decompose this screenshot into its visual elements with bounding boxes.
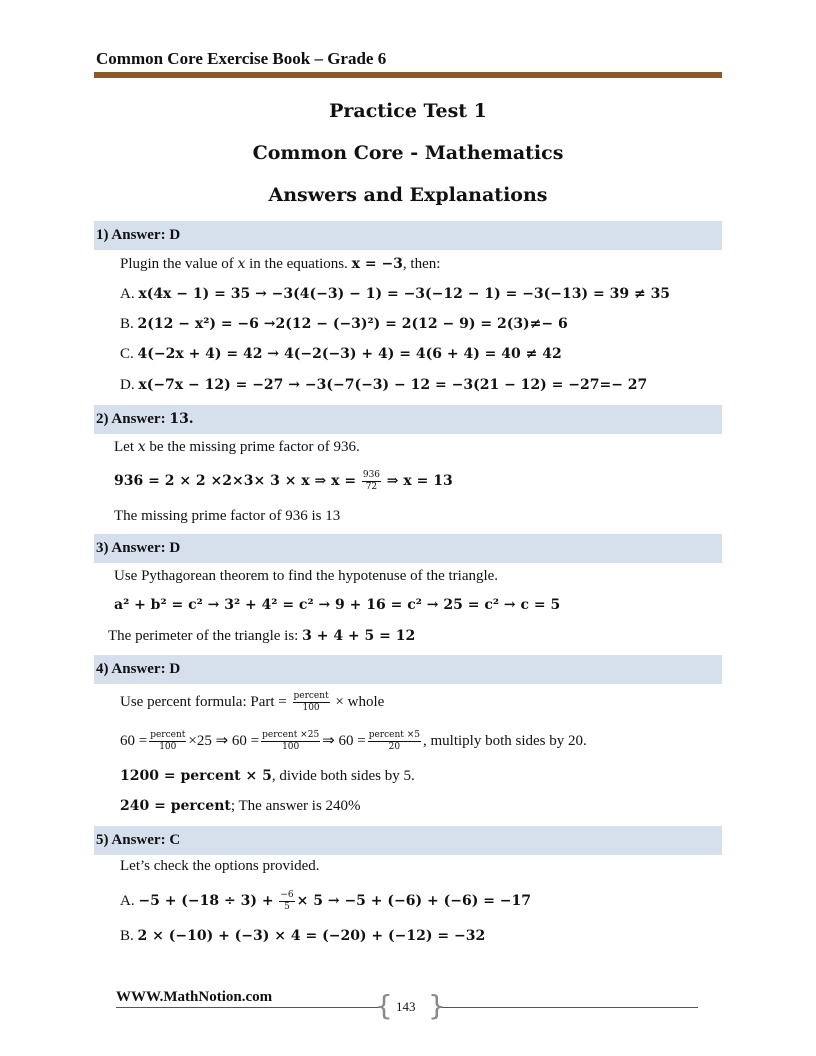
right-brace-icon: } [428,989,446,1022]
q1-option-b-eq: 2(12 − x²) = −6 →2(12 − (−3)²) = 2(12 − 9) = 2(3)≠− 6 [137,316,568,332]
footer-rule-left [116,1007,380,1008]
option-label: B. [120,928,134,944]
q2-let-text: Let [114,439,138,455]
q2-equation [114,468,453,494]
option-label: A. [120,893,135,909]
answer-heading-4: 4) Answer: D [94,655,722,684]
fraction-numerator: percent ×5 [368,730,421,741]
fraction-numerator: 936 [362,470,381,481]
q4-step-1-a: 60 = [120,733,148,749]
q4-step-1-frac-2 [261,730,320,753]
q1-intro-var: x [237,256,246,272]
q4-step-3-eq: 240 = percent [120,798,231,814]
q4-step-1-d: , multiply both sides by 20. [423,733,587,749]
q3-intro: Use Pythagorean theorem to find the hypotenuse of the triangle. [114,568,499,584]
q1-intro-text: Plugin the value of [120,256,238,272]
q4-step-1 [120,727,587,755]
option-label: A. [120,286,135,302]
q5-option-a-fraction [279,890,294,913]
answer-heading-1: 1) Answer: D [94,221,722,250]
section-title: Answers and Explanations [268,184,548,206]
page-title: Practice Test 1 [329,100,487,122]
header-title: Common Core Exercise Book – Grade 6 [96,49,387,68]
q4-step-1-b: ×25 ⇒ 60 = [188,733,260,749]
q1-intro-text-3: , then: [402,256,441,272]
q3-perimeter [108,626,415,646]
q4-step-2-text: , divide both sides by 5. [271,768,415,784]
answer-heading-3: 3) Answer: D [94,534,722,563]
q5-option-b-eq: 2 × (−10) + (−3) × 4 = (−20) + (−12) = −32 [137,928,486,944]
q1-option-b [120,314,568,334]
fraction-numerator: percent [293,691,329,702]
fraction-denominator: 100 [282,742,300,753]
q1-intro-text-2: in the equations. [245,256,352,272]
header-rule [94,72,722,78]
q4-step-1-frac-3 [368,730,421,753]
q4-step-1-c: ⇒ 60 = [322,733,366,749]
q2-let-var: x [137,439,146,455]
q4-step-1-frac-1 [149,730,186,753]
q1-option-a-eq: x(4x − 1) = 35 → −3(4(−3) − 1) = −3(−12 − 1) = −3(−13) = 39 ≠ 35 [138,286,671,302]
footer-rule-right [440,1007,698,1008]
option-label: D. [120,377,135,393]
q4-step-2-eq: 1200 = percent × 5 [120,768,272,784]
fraction-denominator: 20 [388,742,401,753]
fraction-numerator: percent ×25 [262,730,320,741]
q1-intro-eq: x = −3 [351,256,403,272]
q5-option-a-eq-2: × 5 → −5 + (−6) + (−6) = −17 [296,893,532,909]
q2-eq-left: 936 = 2 × 2 ×2×3× 3 × x ⇒ x = [114,473,357,489]
fraction-denominator: 100 [302,703,320,714]
q3-perimeter-text: The perimeter of the triangle is: [108,628,303,644]
q1-option-c [120,344,562,364]
q1-option-d [120,375,647,395]
q1-option-c-eq: 4(−2x + 4) = 42 → 4(−2(−3) + 4) = 4(6 + 4) = 40 ≠ 42 [137,346,562,362]
q5-option-a [120,887,531,915]
answer-heading-2-value: 13. [169,411,194,427]
q3-eq: a² + b² = c² → 3² + 4² = c² → 9 + 16 = c² → 25 = c² → c = 5 [114,597,561,613]
q1-option-d-eq: x(−7x − 12) = −27 → −3(−7(−3) − 12 = −3(21 − 12) = −27=− 27 [138,377,648,393]
q3-equation [114,595,560,615]
fraction-denominator: 72 [365,482,378,493]
q4-formula-text: Use percent formula: Part = [120,694,287,710]
q5-option-a-eq-1: −5 + (−18 ÷ 3) + [138,893,274,909]
fraction-denominator: 5 [284,902,290,913]
q2-eq-right: ⇒ x = 13 [386,473,453,489]
q5-option-b [120,926,485,946]
option-label: C. [120,346,134,362]
fraction-numerator: percent [150,730,186,741]
q4-step-3 [120,796,361,816]
option-label: B. [120,316,134,332]
footer-url[interactable]: WWW.MathNotion.com [116,989,273,1005]
q2-fraction [362,470,381,493]
q4-step-3-text: ; The answer is 240% [230,798,361,814]
answer-heading-2 [94,405,722,434]
q5-intro: Let’s check the options provided. [120,858,320,874]
left-brace-icon: { [375,989,393,1022]
q4-formula-tail: × whole [335,694,385,710]
fraction-denominator: 100 [159,742,177,753]
q2-conclusion: The missing prime factor of 936 is 13 [114,508,341,524]
q4-formula-fraction [293,691,330,714]
page-number: 143 [396,999,416,1014]
answer-heading-5: 5) Answer: C [94,826,722,855]
q1-intro [120,254,440,274]
q4-formula [120,688,384,716]
q2-let-text-2: be the missing prime factor of 936. [145,439,360,455]
q3-perimeter-eq: 3 + 4 + 5 = 12 [302,628,416,644]
q4-step-2 [120,766,415,786]
q2-let [114,437,360,457]
answer-heading-2-text: 2) Answer: [96,411,170,427]
q1-option-a [120,284,670,304]
fraction-numerator: −6 [280,890,294,901]
page-subtitle: Common Core - Mathematics [252,142,564,164]
